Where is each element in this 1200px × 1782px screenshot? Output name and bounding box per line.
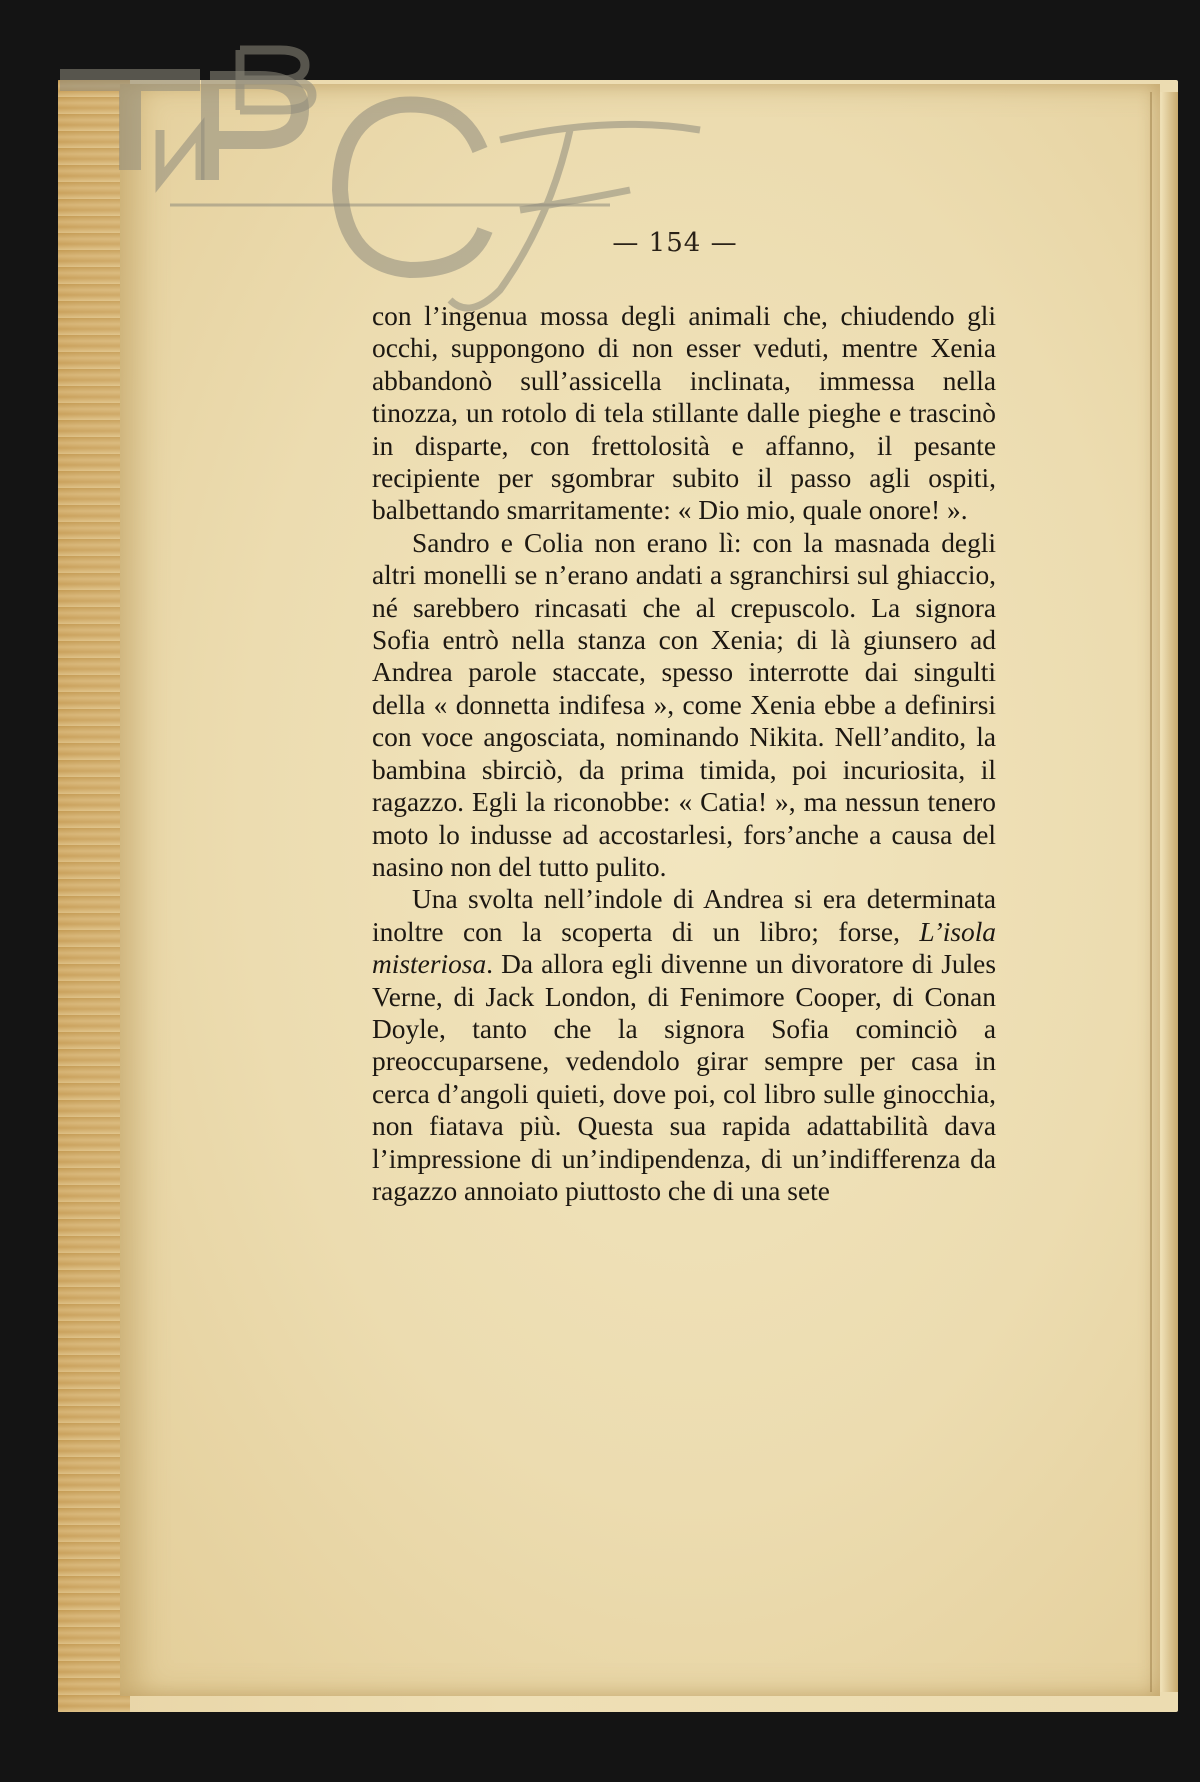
page-number: — 154 — (612, 228, 738, 258)
watermark-letter-p (210, 80, 300, 180)
gutter-line (1150, 92, 1152, 1692)
paragraph-2: Sandro e Colia non erano lì: con la masnada degli altri monelli se n’erano andati a sgranchirsi sul ghiaccio, né sarebbero rincasati che al crepuscolo. La signora Sofia entrò nella stanza con Xenia; di là giunsero ad Andrea parole staccate, spesso interrotte dai singulti della « donnetta indifesa », come Xenia ebbe a definirsi con voce angosciata, nominando Nikita. Nell’andito, la bambina sbirciò, da prima timida, poi incuriosita, il ragazzo. Egli la riconobbe: « Catia! », ma nessun tenero moto lo indusse ad accostarlesi, fors’anche a causa del nasino non del tutto pulito. (372, 527, 996, 882)
book-title-italic: L’isola misteriosa (372, 916, 996, 980)
library-watermark-logo (50, 20, 710, 320)
paragraph-3-text-a: Una svolta nell’indole di Andrea si era determinata inoltre con la scoperta di un libro; forse, (372, 884, 996, 947)
paragraph-3 (372, 883, 996, 1207)
paragraph-1: con l’ingenua mossa degli animali che, chiudendo gli occhi, suppongono di non esser veduti, mentre Xenia abbandonò sull’assicella inclinata, immessa nella tinozza, un rotolo di tela stillante dalle pieghe e trascinò in disparte, con frettolosità e affanno, il pesante recipiente per sgombrar subito il passo agli ospiti, balbettando smarritamente: « Dio mio, quale onore! ». (372, 301, 996, 526)
watermark-letter-n (160, 130, 200, 180)
paragraph-3-text-b: . Da allora egli divenne un divoratore di Jules Verne, di Jack London, di Fenimore Cooper, di Conan Doyle, tanto che la signora Sofia cominciò a preoccuparsene, vedendolo girar sempre per casa in cerca d’angoli quieti, dove poi, col libro sulle ginocchia, non fiatava più. Questa sua rapida adattabilità dava l’impressione di un’indipendenza, di un’indifferenza da ragazzo annoiato piuttosto che di una sete (372, 949, 996, 1206)
watermark-letter-f (450, 124, 700, 308)
watermark-letter-c (340, 105, 485, 270)
body-text (372, 300, 996, 1207)
